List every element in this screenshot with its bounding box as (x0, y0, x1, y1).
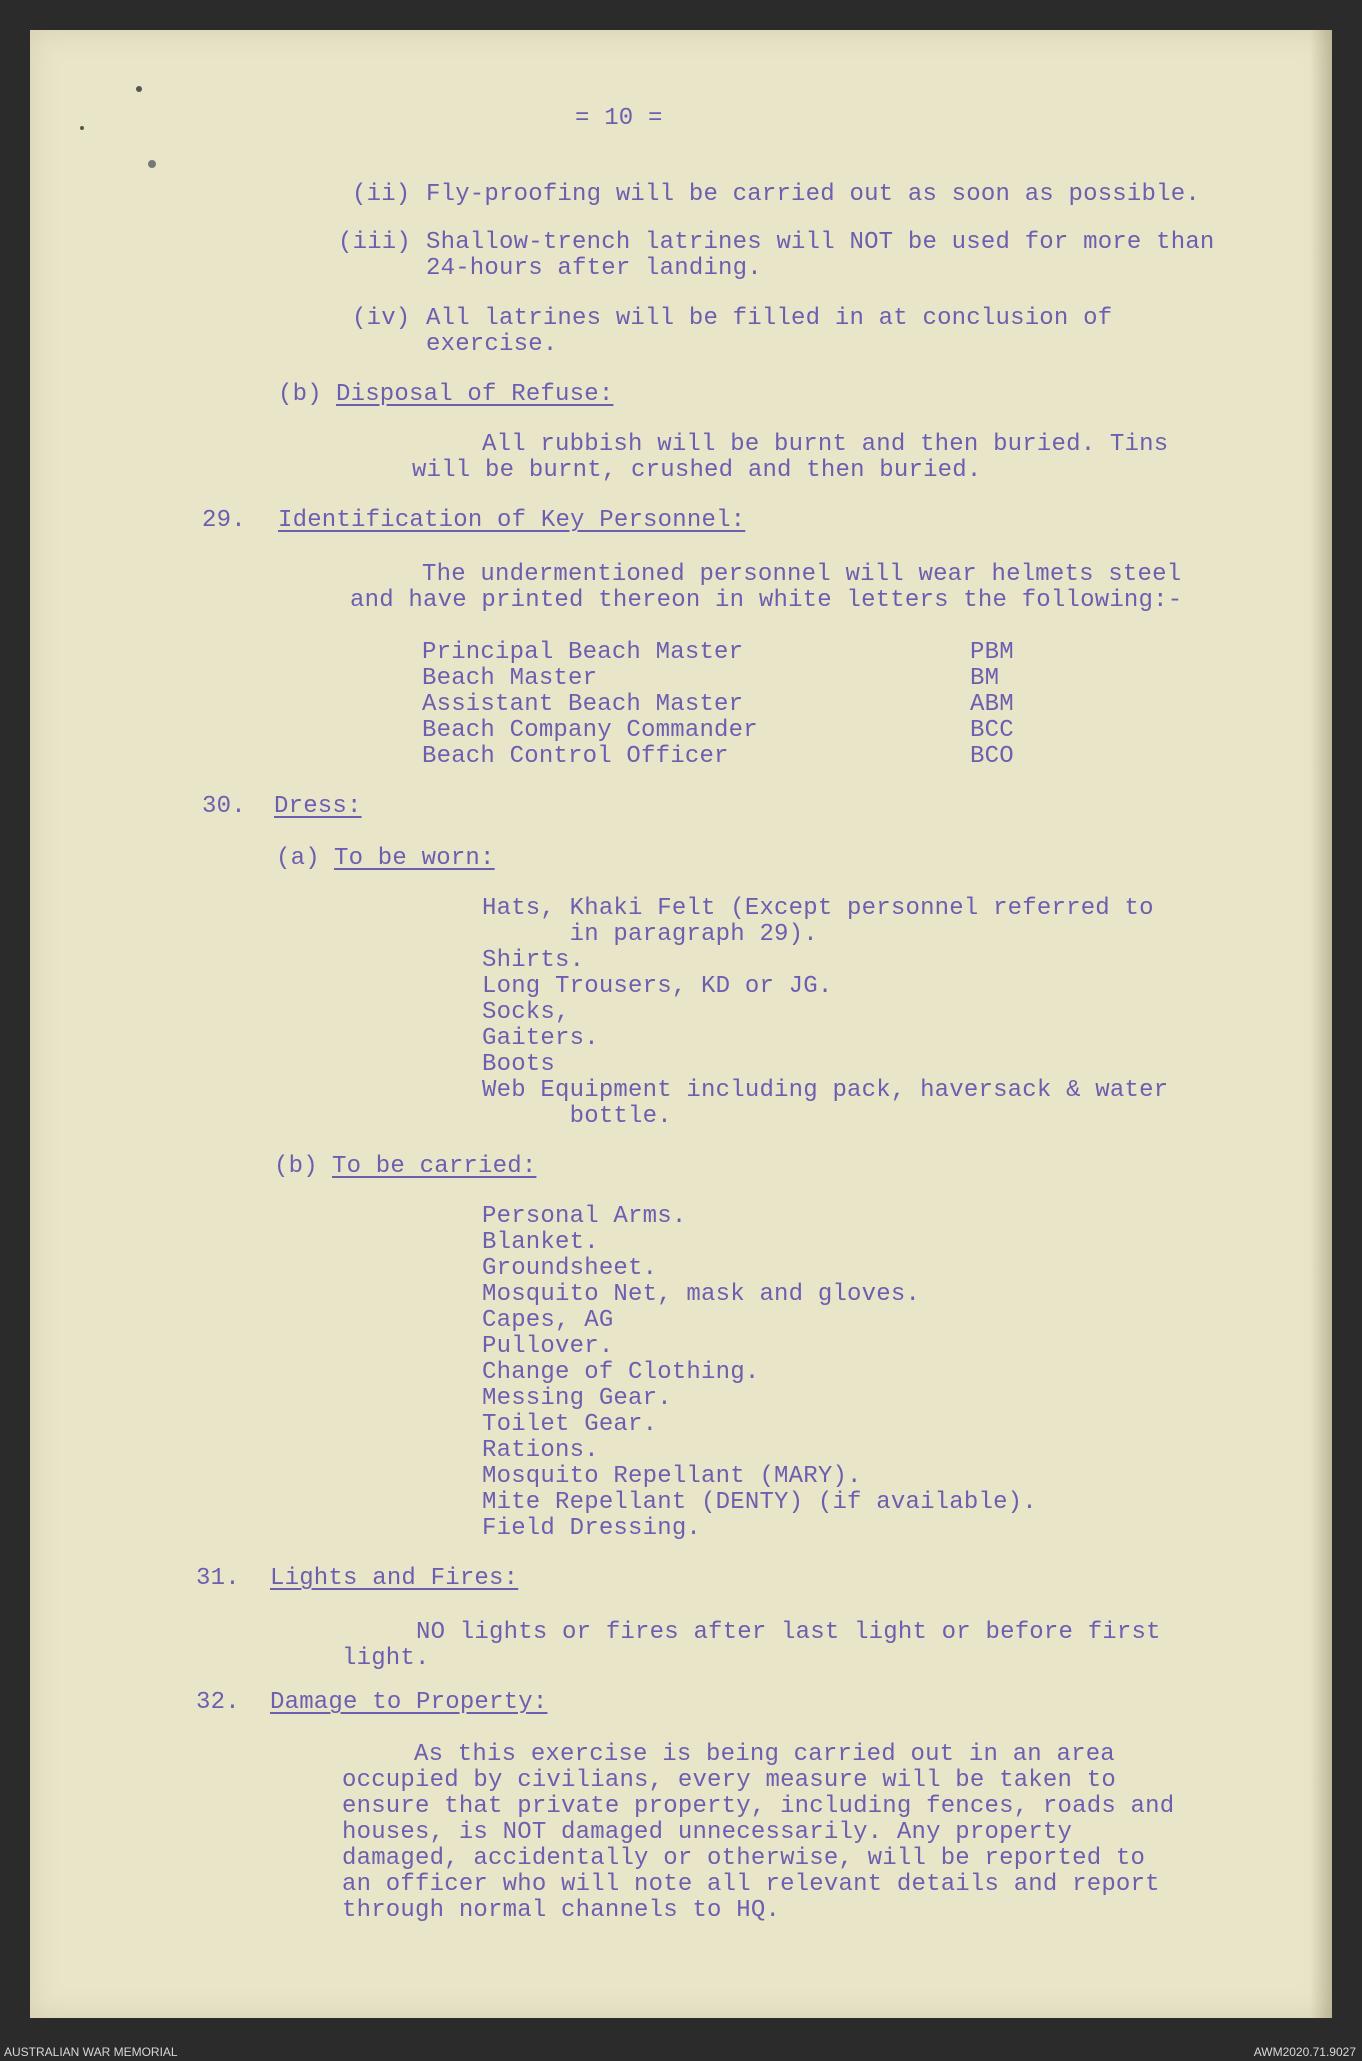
paragraph-32-text-line: through normal channels to HQ. (342, 1897, 781, 1924)
list-item: Hats, Khaki Felt (Except personnel referred to (482, 895, 1154, 922)
list-item: Gaiters. (482, 1025, 599, 1052)
paragraph-32-text-line: occupied by civilians, every measure will be taken to (342, 1767, 1116, 1794)
personnel-role: Principal Beach Master (422, 639, 744, 666)
personnel-role: Beach Master (422, 665, 598, 692)
item-ii-number: (ii) (352, 181, 411, 208)
paragraph-32-text-line: damaged, accidentally or otherwise, will be reported to (342, 1845, 1146, 1872)
personnel-role: Beach Control Officer (422, 743, 729, 770)
page-number: = 10 = (575, 105, 663, 132)
paragraph-29-heading: Identification of Key Personnel: (278, 507, 746, 534)
archive-reference: AWM2020.71.9027 (1253, 2045, 1356, 2059)
list-item: Mosquito Repellant (MARY). (482, 1463, 862, 1490)
list-item: Change of Clothing. (482, 1359, 760, 1386)
personnel-code: BCC (970, 717, 1014, 744)
subsection-b-heading: Disposal of Refuse: (336, 381, 614, 408)
personnel-role: Assistant Beach Master (422, 691, 744, 718)
subsection-b-carried-heading: To be carried: (332, 1153, 537, 1180)
document-page (30, 30, 1332, 2018)
subsection-a-label: (a) (276, 845, 320, 872)
refuse-text-line: will be burnt, crushed and then buried. (412, 457, 982, 484)
list-item: Field Dressing. (482, 1515, 702, 1542)
list-item: Web Equipment including pack, haversack & water (482, 1077, 1169, 1104)
personnel-role: Beach Company Commander (422, 717, 758, 744)
list-item: Mite Repellant (DENTY) (if available). (482, 1489, 1037, 1516)
personnel-code: PBM (970, 639, 1014, 666)
paragraph-30-number: 30. (202, 793, 246, 820)
personnel-code: BCO (970, 743, 1014, 770)
paragraph-32-text-line: an officer who will note all relevant details and report (342, 1871, 1160, 1898)
subsection-a-heading: To be worn: (334, 845, 495, 872)
paragraph-32-number: 32. (196, 1689, 240, 1716)
item-iii-text-line: Shallow-trench latrines will NOT be used for more than (426, 229, 1215, 256)
item-iv-number: (iv) (352, 305, 411, 332)
personnel-code: BM (970, 665, 1000, 692)
list-item: in paragraph 29). (482, 921, 818, 948)
paragraph-32-text-line: As this exercise is being carried out in an area (414, 1741, 1115, 1768)
list-item: Rations. (482, 1437, 599, 1464)
paragraph-29-text-line: The undermentioned personnel will wear helmets steel (422, 561, 1182, 588)
punch-hole-mark (148, 160, 156, 168)
list-item: Mosquito Net, mask and gloves. (482, 1281, 921, 1308)
item-ii-text: Fly-proofing will be carried out as soon as possible. (426, 181, 1200, 208)
punch-hole-mark (80, 126, 84, 130)
personnel-code: ABM (970, 691, 1014, 718)
paragraph-32-text-line: ensure that private property, including fences, roads and (342, 1793, 1175, 1820)
list-item: Groundsheet. (482, 1255, 658, 1282)
paragraph-32-heading: Damage to Property: (270, 1689, 548, 1716)
list-item: Boots (482, 1051, 556, 1078)
paragraph-29-text-line: and have printed thereon in white letters the following:- (350, 587, 1183, 614)
item-iv-text-line: exercise. (426, 331, 558, 358)
paragraph-29-number: 29. (202, 507, 246, 534)
paragraph-31-heading: Lights and Fires: (270, 1565, 519, 1592)
paragraph-30-heading: Dress: (274, 793, 362, 820)
list-item: Capes, AG (482, 1307, 614, 1334)
paragraph-32-text-line: houses, is NOT damaged unnecessarily. Any property (342, 1819, 1073, 1846)
paragraph-31-text-line: light. (342, 1645, 430, 1672)
paragraph-31-text-line: NO lights or fires after last light or before first (416, 1619, 1161, 1646)
list-item: Toilet Gear. (482, 1411, 658, 1438)
subsection-b-label: (b) (278, 381, 322, 408)
list-item: Long Trousers, KD or JG. (482, 973, 833, 1000)
refuse-text-line: All rubbish will be burnt and then buried. Tins (482, 431, 1169, 458)
list-item: Shirts. (482, 947, 585, 974)
punch-hole-mark (136, 86, 142, 92)
item-iii-number: (iii) (338, 229, 412, 256)
subsection-b-carried-label: (b) (274, 1153, 318, 1180)
item-iv-text-line: All latrines will be filled in at conclusion of (426, 305, 1113, 332)
archive-credit: AUSTRALIAN WAR MEMORIAL (4, 2045, 178, 2059)
list-item: bottle. (482, 1103, 672, 1130)
list-item: Blanket. (482, 1229, 599, 1256)
item-iii-text-line: 24-hours after landing. (426, 255, 762, 282)
list-item: Messing Gear. (482, 1385, 672, 1412)
list-item: Personal Arms. (482, 1203, 687, 1230)
list-item: Socks, (482, 999, 570, 1026)
paragraph-31-number: 31. (196, 1565, 240, 1592)
list-item: Pullover. (482, 1333, 614, 1360)
